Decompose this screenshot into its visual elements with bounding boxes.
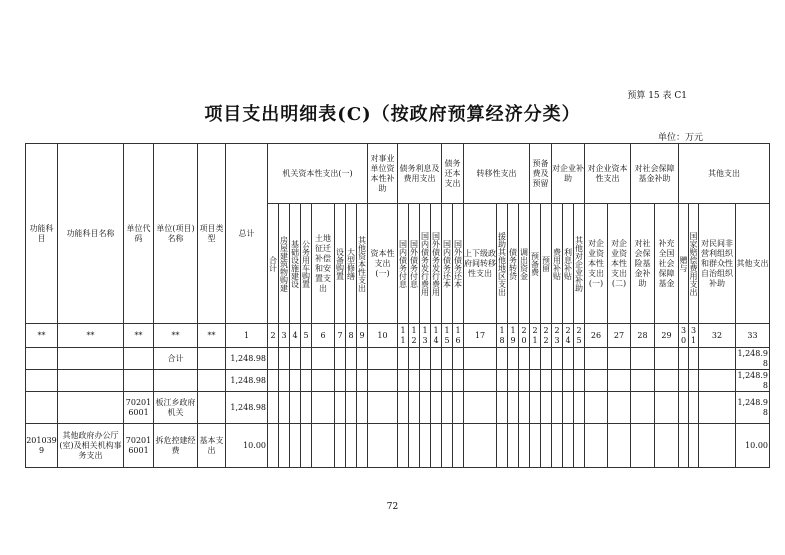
index-cell: 13	[420, 324, 431, 348]
table-row	[26, 370, 770, 392]
index-cell: 26	[585, 324, 608, 348]
index-cell: 4	[290, 324, 301, 348]
header-sub: 赠与	[679, 204, 689, 324]
index-cell: **	[26, 324, 58, 348]
func-name-cell: 其他政府办公厅(室)及相关机构事务支出	[58, 424, 124, 468]
index-cell: 15	[442, 324, 453, 348]
header-group-debt-principal: 债务还本支出	[442, 144, 464, 204]
header-group-reserve: 预备费及预留	[530, 144, 552, 204]
header-project-type: 项目类型	[198, 144, 226, 324]
header-sub: 房屋建筑物购建	[279, 204, 290, 324]
index-cell: 2	[268, 324, 279, 348]
other-expense-cell: 10.00	[736, 424, 770, 468]
total-cell: 1,248.98	[226, 370, 268, 392]
func-code-cell	[26, 348, 58, 370]
unit-code-cell	[124, 370, 154, 392]
header-sub: 资本性支出(一)	[368, 204, 398, 324]
header-group-social-fund: 对社会保障基金补助	[631, 144, 679, 204]
index-cell: 20	[519, 324, 530, 348]
unit-label: 单位：万元	[657, 133, 703, 143]
func-name-cell	[58, 370, 124, 392]
index-cell: 24	[563, 324, 574, 348]
header-sub: 预留	[541, 204, 552, 324]
header-sub: 费用补贴	[552, 204, 563, 324]
index-cell: 25	[574, 324, 585, 348]
header-sub: 国家赔偿费用支出	[689, 204, 699, 324]
index-cell: 33	[736, 324, 770, 348]
index-cell: 31	[689, 324, 699, 348]
header-group-institution-subsidy: 对事业单位资本性补助	[368, 144, 398, 204]
index-cell: 1	[226, 324, 268, 348]
project-type-cell	[198, 370, 226, 392]
header-sub: 利息补贴	[563, 204, 574, 324]
table-row	[26, 424, 770, 468]
other-expense-cell: 1,248.98	[737, 348, 768, 368]
header-sub: 国内债务还本	[442, 204, 453, 324]
header-sub: 基础设施建设	[290, 204, 301, 324]
header-sub: 援助其他地区支出	[497, 204, 508, 324]
index-row	[26, 324, 770, 348]
header-sub: 国外债务付息	[409, 204, 420, 324]
index-cell: 9	[357, 324, 368, 348]
index-cell: 14	[431, 324, 442, 348]
header-sub: 土地征迁补偿和安置支出	[312, 204, 335, 324]
expenditure-table	[25, 143, 770, 468]
header-sub: 国内债务发行费用	[420, 204, 431, 324]
unit-code-cell: 702016001	[124, 424, 154, 468]
total-cell: 10.00	[226, 424, 268, 468]
page-title: 项目支出明细表(C)（按政府预算经济分类）	[204, 104, 581, 125]
header-unit-name: 单位(项目)名称	[154, 144, 198, 324]
total-cell: 1,248.98	[226, 348, 268, 370]
header-sub: 对企业资本性支出(一)	[585, 204, 608, 324]
header-unit-code: 单位代码	[124, 144, 154, 324]
header-sub: 其他资本性支出	[357, 204, 368, 324]
index-cell: 22	[541, 324, 552, 348]
index-cell: 32	[699, 324, 736, 348]
index-cell: 10	[368, 324, 398, 348]
index-cell: 28	[631, 324, 655, 348]
header-sub: 债务转贷	[508, 204, 519, 324]
index-cell: 18	[497, 324, 508, 348]
page-number: 72	[386, 502, 399, 512]
header-sub: 国内债务付息	[398, 204, 409, 324]
header-sub: 调出资金	[519, 204, 530, 324]
func-name-cell	[58, 348, 124, 370]
unit-code-cell: 702016001	[124, 392, 154, 424]
index-cell: 5	[301, 324, 312, 348]
index-cell: 21	[530, 324, 541, 348]
table-row	[26, 348, 770, 370]
index-cell: 11	[398, 324, 409, 348]
index-cell: 27	[608, 324, 631, 348]
header-func-name: 功能科目名称	[58, 144, 124, 324]
index-cell: 3	[279, 324, 290, 348]
header-sub: 对社会保险基金补助	[631, 204, 655, 324]
index-cell: **	[124, 324, 154, 348]
index-cell: 30	[679, 324, 689, 348]
header-sub: 补充全国社会保障基金	[655, 204, 679, 324]
unit-name-cell	[154, 370, 198, 392]
other-expense-cell: 1,248.98	[737, 370, 768, 390]
index-cell: 12	[409, 324, 420, 348]
header-func-code: 功能科目	[26, 144, 58, 324]
func-code-cell	[26, 392, 58, 424]
header-group-enterprise-capital: 对企业资本性支出	[585, 144, 631, 204]
project-type-cell	[198, 392, 226, 424]
index-cell: 8	[346, 324, 357, 348]
header-sub: 对企业资本性支出(二)	[608, 204, 631, 324]
header-sub: 国外债务发行费用	[431, 204, 442, 324]
unit-name-cell: 拆危控建经费	[154, 424, 198, 468]
other-expense-cell: 1,248.98	[736, 392, 770, 424]
index-cell: 19	[508, 324, 519, 348]
header-sub: 大型修缮	[346, 204, 357, 324]
index-cell: 29	[655, 324, 679, 348]
header-group-capital: 机关资本性支出(一)	[268, 144, 368, 204]
header-sub: 合计	[268, 204, 279, 324]
project-type-cell	[198, 348, 226, 370]
func-name-cell	[58, 392, 124, 424]
index-cell: **	[154, 324, 198, 348]
index-cell: 23	[552, 324, 563, 348]
project-type-cell: 基本支出	[198, 424, 226, 468]
header-sub: 对民间非营利组织和群众性自治组织补助	[699, 204, 736, 324]
index-cell: 6	[312, 324, 335, 348]
header-sub: 上下级政府间转移性支出	[464, 204, 497, 324]
header-total: 总计	[226, 144, 268, 324]
func-code-cell	[26, 370, 58, 392]
index-cell: 7	[335, 324, 346, 348]
unit-name-cell: 合计	[154, 348, 198, 370]
header-sub: 其他对企业补助	[574, 204, 585, 324]
func-code-cell: 2010399	[26, 424, 58, 468]
header-sub: 设备购置	[335, 204, 346, 324]
index-cell: 17	[464, 324, 497, 348]
header-group-transfer: 转移性支出	[464, 144, 530, 204]
index-cell: 16	[453, 324, 464, 348]
header-sub: 预备费	[530, 204, 541, 324]
unit-code-cell	[124, 348, 154, 370]
index-cell: **	[58, 324, 124, 348]
table-row	[26, 392, 770, 424]
total-cell: 1,248.98	[226, 392, 268, 424]
form-ref-code: 预算 15 表 C1	[627, 91, 687, 101]
header-group-debt-interest: 债务利息及费用支出	[398, 144, 442, 204]
header-group-enterprise-subsidy: 对企业补助	[552, 144, 585, 204]
header-sub: 其他支出	[736, 204, 770, 324]
index-cell: **	[198, 324, 226, 348]
header-sub: 公务用车购置	[301, 204, 312, 324]
header-group-other: 其他支出	[679, 144, 770, 204]
unit-name-cell: 板江乡政府机关	[154, 392, 198, 424]
header-sub: 国外债务还本	[453, 204, 464, 324]
